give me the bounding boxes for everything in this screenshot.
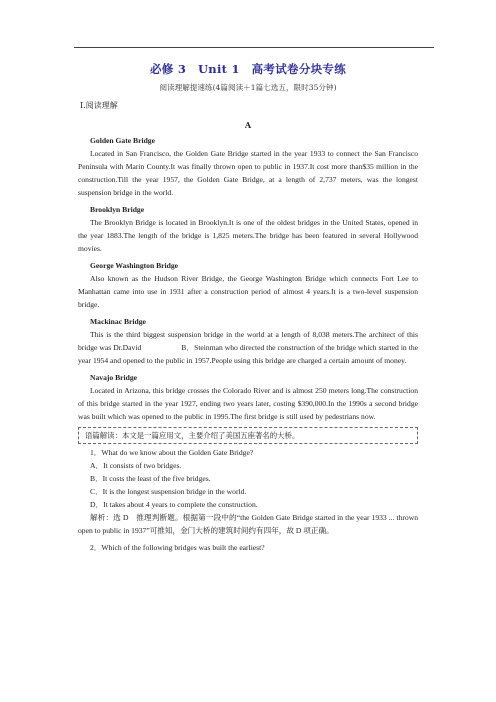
section-label: Ⅰ.阅读理解 (80, 101, 118, 110)
question-1-analysis: 解析：选 D 推理判断题。根据第一段中的“the Golden Gate Bridge started in the year 1933 ... thrown open to public in 1937”可推知，金门大桥的建筑时间约有四年，故 D 项正确。 (78, 513, 418, 535)
top-rule (74, 47, 434, 48)
bridge-heading: Brooklyn Bridge (90, 205, 145, 214)
reading-hint-box (78, 427, 418, 444)
question-2-stem: 2．Which of the following bridges was built the earliest? (90, 543, 265, 552)
question-1-option-d: D．It takes about 4 years to complete the construction. (90, 500, 258, 509)
bridge-heading: George Washington Bridge (90, 261, 179, 270)
bridge-paragraph-part-b: B．Steinman who directed the construction of the bridge which started in the year 1954 and opened to the public in 1957.People using this bridge are charged a certain amount of money. (78, 343, 418, 365)
question-1-option-c: C．It is the longest suspension bridge in the world. (90, 487, 247, 496)
passage-content (78, 134, 418, 554)
question-1-option-b: B．It costs the least of the five bridges. (90, 474, 211, 483)
bridge-paragraph: Also known as the Hudson River Bridge, the George Washington Bridge which connects Fort Lee to Manhattan came into use in 1931 after a construction period of almost 4 years.It is a two-level suspension bridge. (78, 274, 418, 309)
passage-letter: A (244, 120, 252, 130)
bridge-paragraph-part-a: This is the third biggest suspension bridge in the world at a length of 8,038 meters.The architect of this bridge was Dr.David (78, 330, 418, 352)
bridge-paragraph (78, 328, 418, 367)
question-1-stem: 1．What do we know about the Golden Gate Bridge? (90, 448, 254, 457)
bridge-heading: Mackinac Bridge (90, 317, 146, 326)
page-title: 必修 3 Unit 1 高考试卷分块专练 (149, 62, 347, 76)
question-1-option-a: A．It consists of two bridges. (90, 461, 182, 470)
bridge-paragraph: The Brooklyn Bridge is located in Brooklyn.It is one of the oldest bridges in the United States, opened in the year 1883.The length of the bridge is 1,825 meters.The bridge has been featured in several Hollywood movies. (78, 218, 418, 253)
bridge-heading: Golden Gate Bridge (90, 136, 155, 145)
reading-hint-text: 语篇解读：本文是一篇应用文，主要介绍了美国五座著名的大桥。 (85, 431, 300, 440)
bridge-paragraph: Located in Arizona, this bridge crosses the Colorado River and is almost 250 meters long.The construction of this bridge started in the year 1927, ending two years later, costing $390,000.In the 1990s a second bridge was built which was opened to the public in 1995.The first bridge is still used by pedestrians now. (78, 386, 418, 421)
bridge-paragraph: Located in San Francisco, the Golden Gate Bridge started in the year 1933 to connect the San Francisco Peninsula with Marin County.It was finally thrown open to public in 1937.It cost more than$35 million in the construction.Till the year 1957, the Golden Gate Bridge, at a length of 2,737 meters, was the longest suspension bridge in the world. (78, 149, 418, 197)
bridge-heading: Navajo Bridge (90, 373, 138, 382)
page-subtitle: 阅读理解提速练(4篇阅读＋1篇七选五，限时35分钟) (159, 83, 337, 92)
